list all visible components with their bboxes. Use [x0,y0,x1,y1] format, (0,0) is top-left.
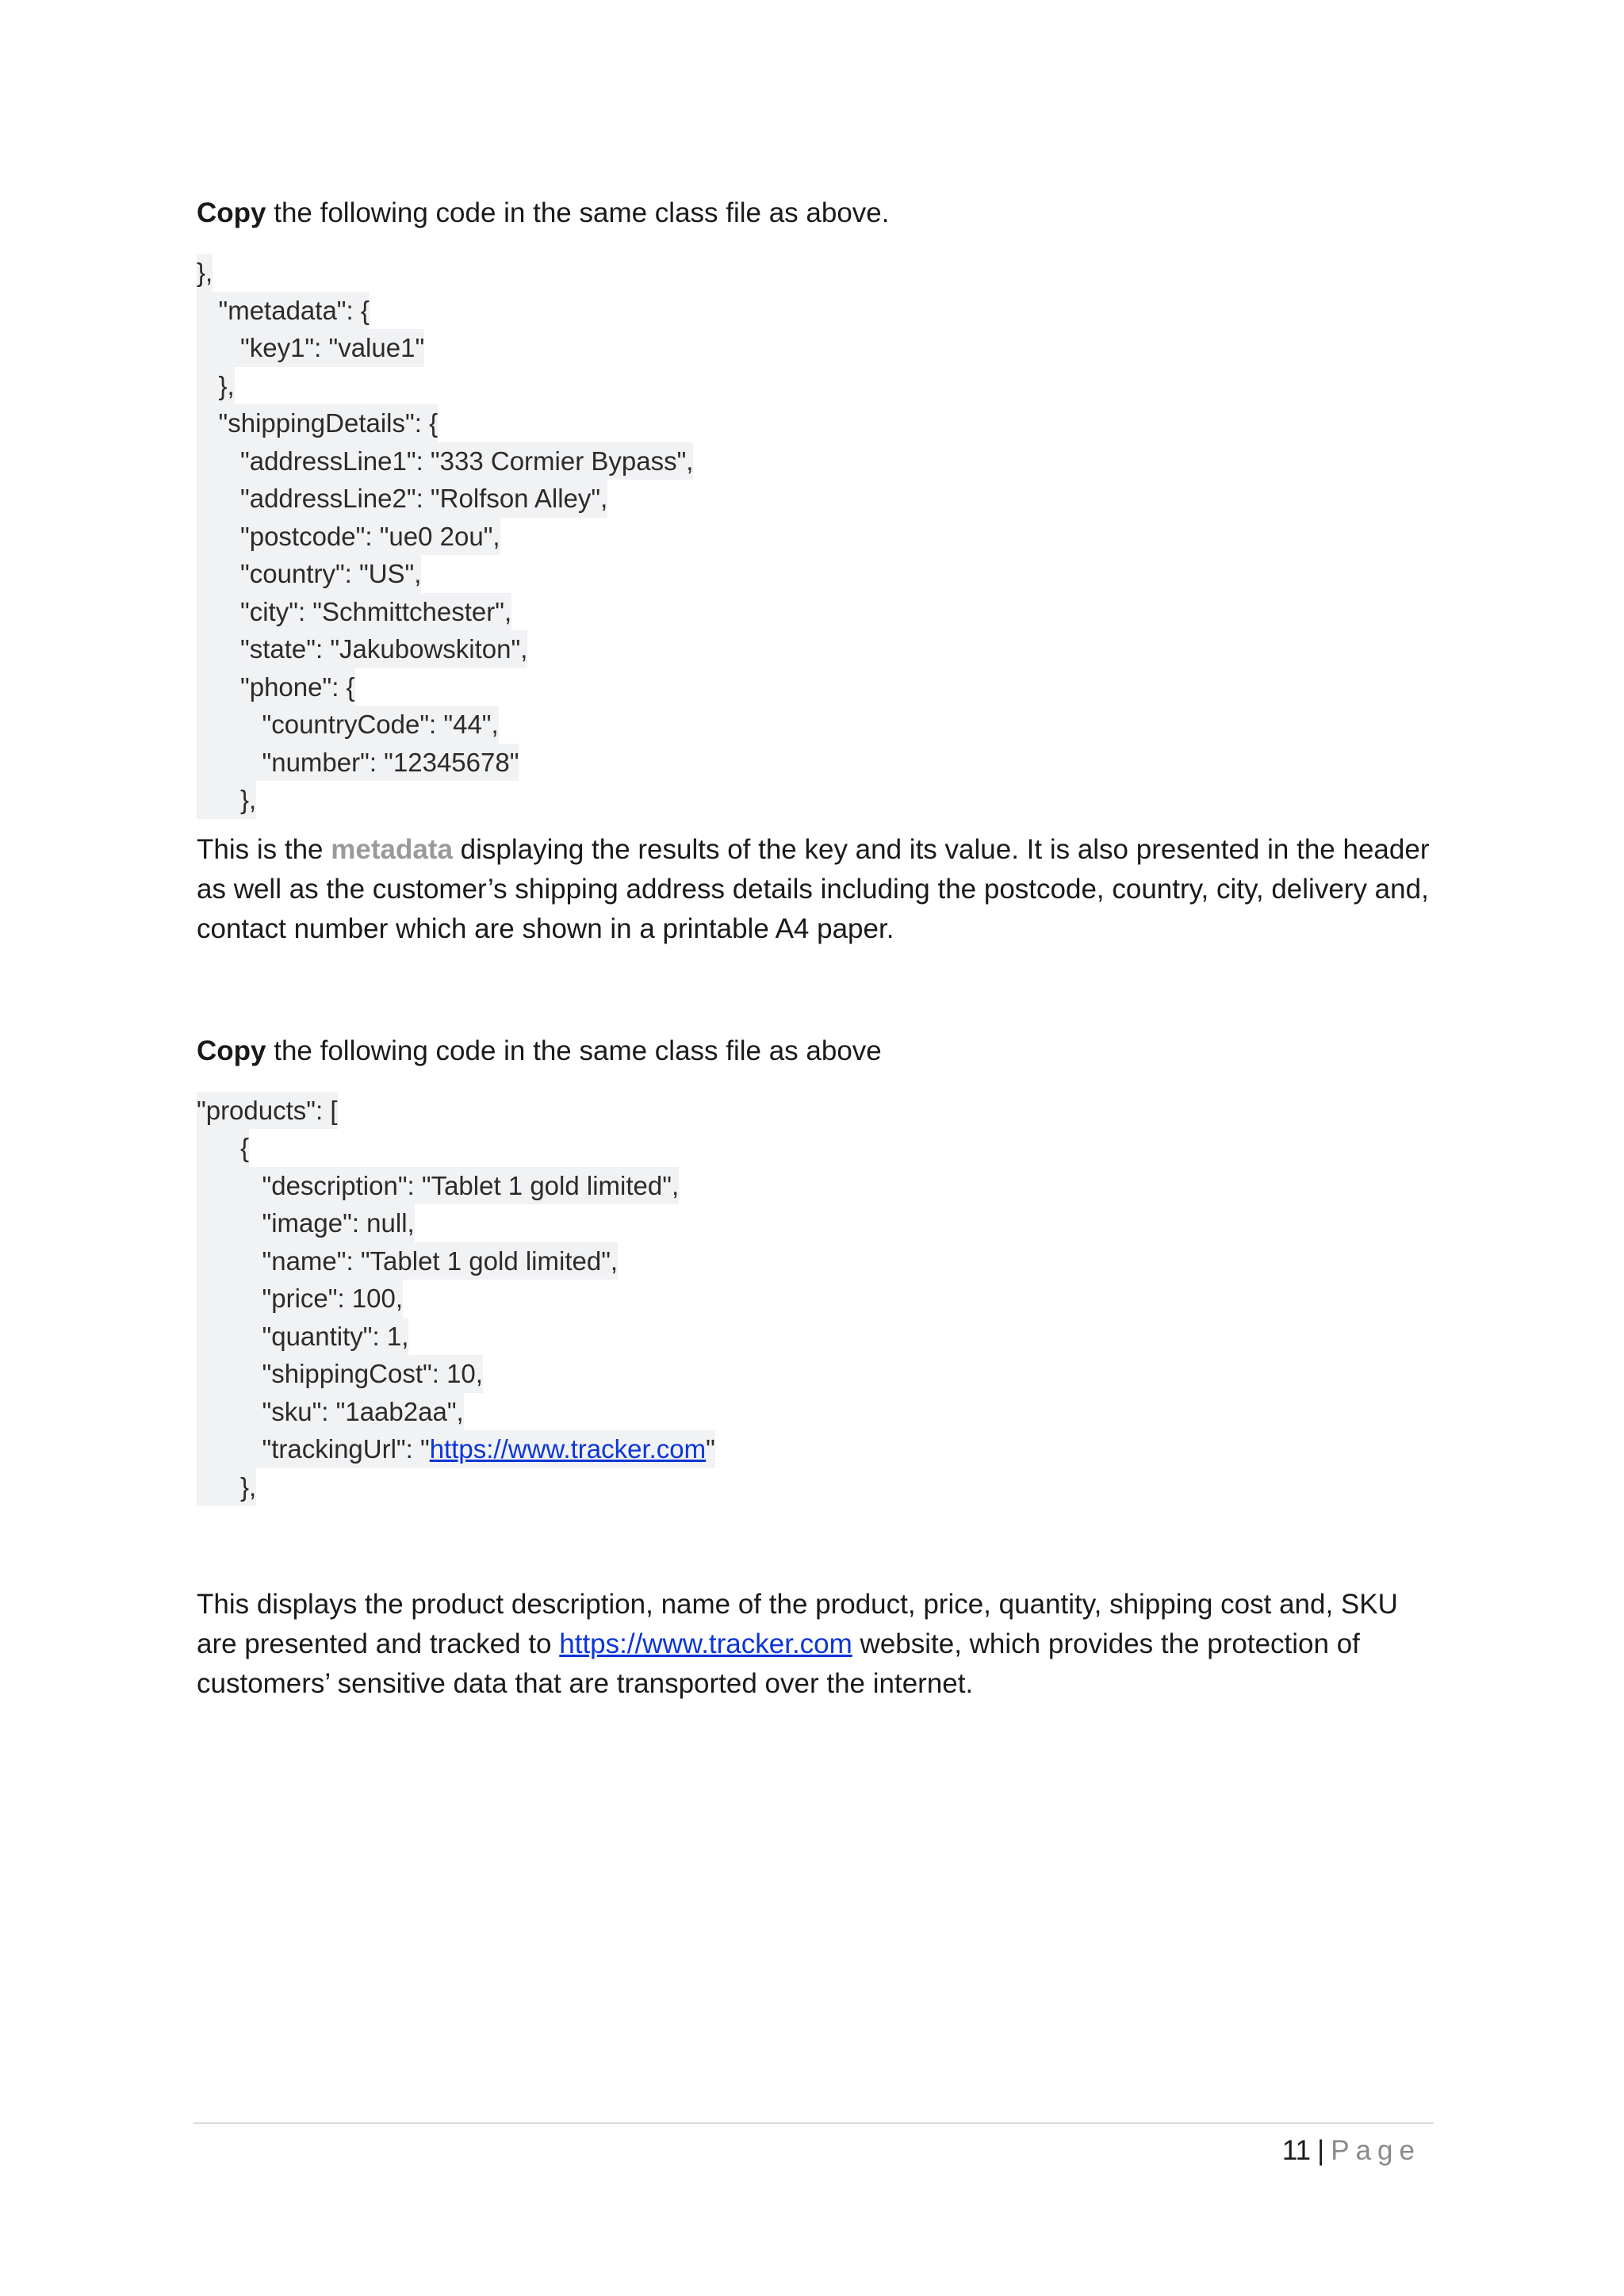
code-text: "shippingDetails": { [197,404,438,442]
code-line [197,1129,1434,1167]
code-line [197,404,1434,442]
products-description [197,1585,1434,1704]
section2-intro [197,1031,1434,1071]
code-line [197,480,1434,518]
code-text: "city": "Schmittchester", [197,593,511,631]
code-line [197,1092,1434,1130]
code-text: "products": [ [197,1092,338,1130]
footer-divider [193,2122,1434,2124]
code-line [197,1204,1434,1242]
metadata-term: metadata [331,833,453,865]
code-line-tracking-url [197,1430,1434,1468]
intro-text: the following code in the same class file as above [266,1035,882,1066]
code-text: "image": null, [197,1204,415,1242]
code-text [197,1430,715,1468]
page-footer [1282,2131,1421,2171]
code-text: "sku": "1aab2aa", [197,1393,464,1431]
code-text: "price": 100, [197,1280,403,1318]
code-line [197,1468,1434,1506]
code-text: "state": "Jakubowskiton", [197,630,527,668]
code-line [197,593,1434,631]
code-line [197,518,1434,556]
products-code-block [197,1092,1434,1506]
code-line [197,1355,1434,1393]
code-text: "country": "US", [197,555,421,593]
code-text: "name": "Tablet 1 gold limited", [197,1242,618,1280]
code-line [197,1242,1434,1280]
code-line [197,442,1434,480]
tracking-key: "trackingUrl": " [197,1434,430,1464]
document-page [197,182,1434,1704]
tracking-quote: " [706,1434,715,1464]
code-text: "addressLine1": "333 Cormier Bypass", [197,442,693,480]
code-line [197,630,1434,668]
code-line [197,1318,1434,1356]
metadata-description [197,830,1434,949]
tracker-link[interactable]: https://www.tracker.com [559,1628,852,1659]
code-text: }, [197,1468,256,1506]
code-line [197,329,1434,367]
code-text: }, [197,367,235,405]
code-line [197,292,1434,330]
code-line [197,1280,1434,1318]
code-line [197,254,1434,292]
code-text: "shippingCost": 10, [197,1355,483,1393]
code-line [197,1393,1434,1431]
code-text: "key1": "value1" [197,329,424,367]
code-text: "phone": { [197,668,355,706]
page-label: Page [1331,2135,1421,2166]
desc-text-post: displaying the results of the key and its value. It is also presented in the header as well as the customer’s shipping address details including the postcode, country, city, delivery and, contact number which are shown in a printable A4 paper. [197,833,1430,944]
intro-bold-copy: Copy [197,1035,266,1066]
code-line [197,1167,1434,1205]
code-text: { [197,1129,249,1167]
desc-text-pre: This is the [197,833,331,865]
code-text: "countryCode": "44", [197,706,499,744]
code-text: }, [197,781,256,819]
code-line [197,668,1434,706]
code-text: "quantity": 1, [197,1318,408,1356]
code-text: "description": "Tablet 1 gold limited", [197,1167,679,1205]
code-text: "metadata": { [197,292,370,330]
desc-text-post: website, which provides the protection of customers’ sensitive data that are transported over the internet. [197,1628,1360,1699]
code-line [197,367,1434,405]
tracking-url-link[interactable]: https://www.tracker.com [429,1434,707,1464]
code-text: "number": "12345678" [197,744,519,782]
intro-bold-copy: Copy [197,197,266,228]
code-line [197,555,1434,593]
code-line [197,744,1434,782]
code-text: "addressLine2": "Rolfson Alley", [197,480,607,518]
code-text: }, [197,254,213,292]
desc-text-pre: This displays the product description, name of the product, price, quantity, shipping cost and, SKU are presented and tracked to [197,1589,1398,1659]
section1-intro [197,193,1434,233]
metadata-code-block [197,254,1434,819]
code-text: "postcode": "ue0 2ou", [197,518,500,556]
code-line [197,781,1434,819]
intro-text: the following code in the same class file as above. [266,197,890,228]
code-line [197,706,1434,744]
page-number: 11 [1281,2135,1312,2166]
footer-separator: | [1317,2135,1325,2166]
